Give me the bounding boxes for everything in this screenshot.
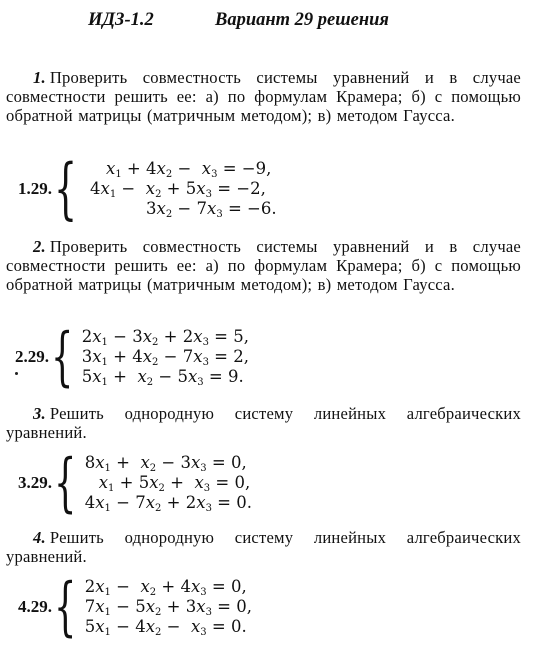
task-1-number: 1. bbox=[33, 68, 46, 87]
task-4-number: 4. bbox=[33, 528, 46, 547]
task-4-text: Решить однородную систему линейных алгебраических уравнений. bbox=[6, 528, 521, 566]
assignment-code: ИДЗ-1.2 bbox=[88, 10, 154, 30]
system-2-equations bbox=[82, 327, 249, 387]
left-brace-icon: { bbox=[54, 150, 78, 227]
variant-title: Вариант 29 решения bbox=[215, 10, 389, 30]
left-brace-icon: { bbox=[54, 446, 77, 520]
task-2-statement bbox=[6, 237, 521, 294]
left-brace-icon: { bbox=[54, 570, 77, 644]
equation: $x_1 + 5x_2 + x_3 = 0$, bbox=[98, 473, 251, 494]
system-4-equations bbox=[85, 577, 252, 637]
speck-mark bbox=[15, 372, 18, 375]
equation: $7x_1 - 5x_2 + 3x_3 = 0$, bbox=[84, 597, 252, 618]
system-4 bbox=[18, 570, 252, 644]
equation: $8x_1 + x_2 - 3x_3 = 0$, bbox=[84, 453, 247, 474]
equation: $5x_1 + x_2 - 5x_3 = 9$. bbox=[81, 367, 244, 388]
system-4-label: 4.29. bbox=[18, 597, 52, 616]
document-header bbox=[0, 10, 538, 36]
task-3-number: 3. bbox=[33, 404, 46, 423]
task-2-number: 2. bbox=[33, 237, 46, 256]
equation: $3x_2 - 7x_3 = -6$. bbox=[146, 199, 277, 220]
system-1-equations bbox=[86, 159, 277, 219]
equation: $x_1 + 4x_2 - x_3 = -9$, bbox=[106, 159, 272, 180]
task-4-statement bbox=[6, 528, 521, 566]
system-2-label: 2.29. bbox=[15, 347, 49, 366]
system-2 bbox=[15, 320, 249, 394]
equation: $2x_1 - x_2 + 4x_3 = 0$, bbox=[84, 577, 247, 598]
task-1-text: Проверить совместность системы уравнений и в случае совместности решить ее: а) по формулам Крамера; б) с помощью обратной матрицы (матричным методом); в) методом Гаусса. bbox=[6, 68, 521, 125]
system-1 bbox=[18, 150, 277, 227]
task-3-text: Решить однородную систему линейных алгебраических уравнений. bbox=[6, 404, 521, 442]
system-1-label: 1.29. bbox=[18, 179, 52, 198]
equation: $2x_1 - 3x_2 + 2x_3 = 5$, bbox=[81, 327, 249, 348]
equation: $5x_1 - 4x_2 - x_3 = 0$. bbox=[84, 617, 247, 638]
system-3 bbox=[18, 446, 252, 520]
system-3-label: 3.29. bbox=[18, 473, 52, 492]
equation: $3x_1 + 4x_2 - 7x_3 = 2$, bbox=[81, 347, 249, 368]
task-1-statement bbox=[6, 68, 521, 125]
task-3-statement bbox=[6, 404, 521, 442]
task-2-text: Проверить совместность системы уравнений и в случае совместности решить ее: а) по формулам Крамера; б) с помощью обратной матрицы (матричным методом); в) методом Гаусса. bbox=[6, 237, 521, 294]
equation: $4x_1 - x_2 + 5x_3 = -2$, bbox=[90, 179, 266, 200]
system-3-equations bbox=[85, 453, 252, 513]
equation: $4x_1 - 7x_2 + 2x_3 = 0$. bbox=[84, 493, 252, 514]
left-brace-icon: { bbox=[51, 320, 74, 394]
